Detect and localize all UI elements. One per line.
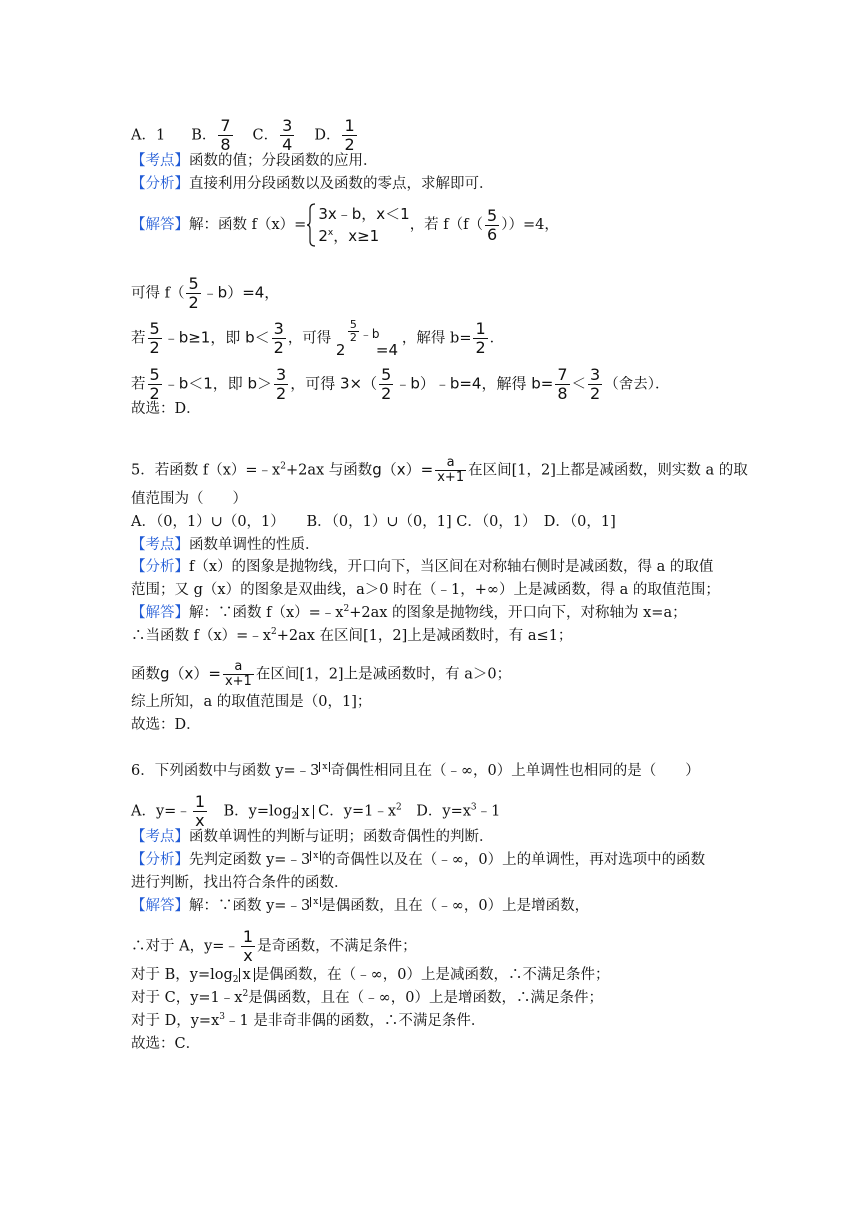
q4-fenxi-text: 直接利用分段函数以及函数的零点，求解即可．: [189, 176, 494, 192]
q5-fenxi-line1: 【分析】f（x）的图象是抛物线，开口向下，当区间在对称轴右侧时是减函数，得 a 的取值: [131, 559, 714, 575]
q4-jieda-line4: 若 $\frac{5}{2}$ ﹣b＜1，即 b＞ $\frac{3}{2}$ ，可得 3×（ $\frac{5}{2}$ ﹣b）﹣b=4，解得 b= $\frac{7}{8}$ ＜ $\frac{3}{2}$ （舍去）．: [131, 365, 670, 403]
fenxi-tag: 【分析】: [131, 559, 189, 575]
q4-jieda-text-2: ，若 f（f（: [409, 217, 484, 233]
q6-jieda-line2: ∴对于 A，y=﹣ $\frac{1}{x}$ 是奇函数，不满足条件；: [131, 927, 417, 965]
q5-jieda-line4: 综上所知，a 的取值范围是（0，1]；: [131, 694, 372, 710]
q4-jieda-text-3: ））=4，: [501, 217, 559, 233]
q4-kaodian-text: 函数的值；分段函数的应用．: [189, 153, 378, 169]
q4-kaodian: [131, 152, 378, 170]
q4-option-b: B．: [191, 127, 217, 144]
q4-option-c: C．: [252, 127, 279, 144]
q4-jieda-line2: 可得 f（ $\frac{5}{2}$ ﹣b）=4，: [131, 274, 280, 312]
q6-fenxi-line1: 【分析】先判定函数 y=﹣3 x 的奇偶性以及在（﹣∞，0）上的单调性，再对选项中的函数: [131, 851, 706, 868]
q5-stem-line2: 值范围为（ ）: [131, 491, 247, 507]
jieda-tag: 【解答】: [131, 898, 189, 914]
q4-option-b-fraction: $\frac{7}{8}$: [220, 116, 231, 154]
q5-kaodian: 【考点】函数单调性的性质．: [131, 537, 320, 553]
kaodian-tag: 【考点】: [131, 153, 189, 169]
q4-option-d-fraction: $\frac{1}{2}$: [344, 116, 355, 154]
q4-option-d: D．: [314, 127, 341, 144]
fraction: $\frac{a}{x+1}$: [224, 659, 252, 689]
q6-answer: 故选：C．: [131, 1036, 201, 1052]
q5-answer: 故选：D．: [131, 717, 201, 733]
q4-option-c-fraction: $\frac{3}{4}$: [282, 116, 293, 154]
q4-fraction-5-6: $\frac{5}{6}$: [487, 205, 498, 244]
fraction: $\frac{3}{2}$: [276, 365, 287, 403]
q6-jieda-line4: 对于 C，$y=1﹣x^2$是偶函数，且在（﹣∞，0）上是增函数，∴满足条件；: [131, 989, 603, 1006]
jieda-tag: 【解答】: [131, 217, 189, 233]
q5-stem-line1: 5．若函数 $f(x)=﹣x^2+2ax$ 与函数g（x）= $\frac{a}{x+1}$ 在区间[1，2]上都是减函数，则实数 a 的取: [131, 455, 748, 485]
q4-jieda-line1: [131, 203, 559, 247]
q5-jieda-line2: ∴当函数 $f(x)=﹣x^2+2ax$ 在区间[1，2]上是减函数时，有 a≤1；: [131, 627, 573, 644]
piecewise-function: [306, 203, 409, 247]
q6-jieda-line5: 对于 D，$y=x^3﹣1$ 是非奇非偶的函数，∴不满足条件．: [131, 1012, 486, 1029]
fraction: $\frac{5}{2}$: [149, 319, 160, 357]
q6-kaodian: 【考点】函数单调性的判断与证明；函数奇偶性的判断．: [131, 829, 494, 845]
fraction: $\frac{3}{2}$: [273, 319, 284, 357]
power-expression: 2 $\frac{5}{2}$ ﹣b =4: [335, 317, 399, 359]
fraction: $\frac{5}{2}$: [149, 365, 160, 403]
fraction: $\frac{a}{x+1}$: [437, 455, 465, 485]
q4-option-a: A．1: [131, 127, 166, 144]
q6-options: A．y=﹣ $\frac{1}{x}$ B．$y=\log_2$ x C．$y=1﹣x^2$ D．$y=x^3﹣1$: [131, 792, 501, 830]
q5-fenxi-line2: 范围；又 g（x）的图象是双曲线，a＞0 时在（﹣1，+∞）上是减函数，得 a 的取值范围；: [131, 582, 720, 598]
fenxi-tag: 【分析】: [131, 176, 189, 192]
q4-answer: 故选：D．: [131, 401, 201, 417]
piece-case-1: 3x﹣b，x＜1: [318, 205, 410, 223]
q5-options: A．（0，1）∪（0，1） B．（0，1）∪（0，1] C．（0，1） D．（0，1]: [131, 514, 616, 530]
q5-jieda-line1: 【解答】解：∵函数 $f(x)=﹣x^2+2ax$ 的图象是抛物线，开口向下，对称轴为 x=a；: [131, 604, 687, 621]
q5-jieda-line3: 函数g（x）= $\frac{a}{x+1}$ 在区间[1，2]上是减函数时，有 a＞0；: [131, 659, 512, 689]
fraction: $\frac{7}{8}$: [557, 365, 568, 403]
fraction: $\frac{5}{2}$: [188, 274, 199, 312]
q6-jieda-line3: 对于 B，$y=\log_2$ x 是偶函数，在（﹣∞，0）上是减函数，∴不满足条件；: [131, 967, 610, 985]
jieda-tag: 【解答】: [131, 605, 189, 621]
q4-jieda-line3: 若 $\frac{5}{2}$ ﹣b≥1，即 b＜ $\frac{3}{2}$ ，可得 2 $\frac{5}{2}$ ﹣b =4 ，解得 b= $\frac{1}{2}$ ．: [131, 317, 505, 359]
q4-fenxi: [131, 175, 494, 193]
fraction: $\frac{1}{x}$: [194, 792, 205, 830]
fraction: $\frac{1}{2}$: [475, 319, 486, 357]
fraction: $\frac{3}{2}$: [590, 365, 601, 403]
q6-jieda-line1: 【解答】解：∵函数 y=﹣3 x 是偶函数，且在（﹣∞，0）上是增函数，: [131, 897, 590, 914]
fraction: $\frac{5}{2}$: [381, 365, 392, 403]
q4-jieda-text: 解：函数 f（x）=: [189, 217, 307, 233]
q6-stem: 6．下列函数中与函数 y=﹣3 x 奇偶性相同且在（﹣∞，0）上单调性也相同的是（ ）: [131, 762, 700, 779]
fraction: $\frac{1}{x}$: [242, 927, 254, 965]
kaodian-tag: 【考点】: [131, 829, 189, 845]
q6-fenxi-line2: 进行判断，找出符合条件的函数．: [131, 875, 349, 891]
kaodian-tag: 【考点】: [131, 537, 189, 553]
q4-options: [131, 117, 359, 154]
fenxi-tag: 【分析】: [131, 852, 189, 868]
piece-case-2: 2$^x$，x≥1: [318, 227, 380, 245]
